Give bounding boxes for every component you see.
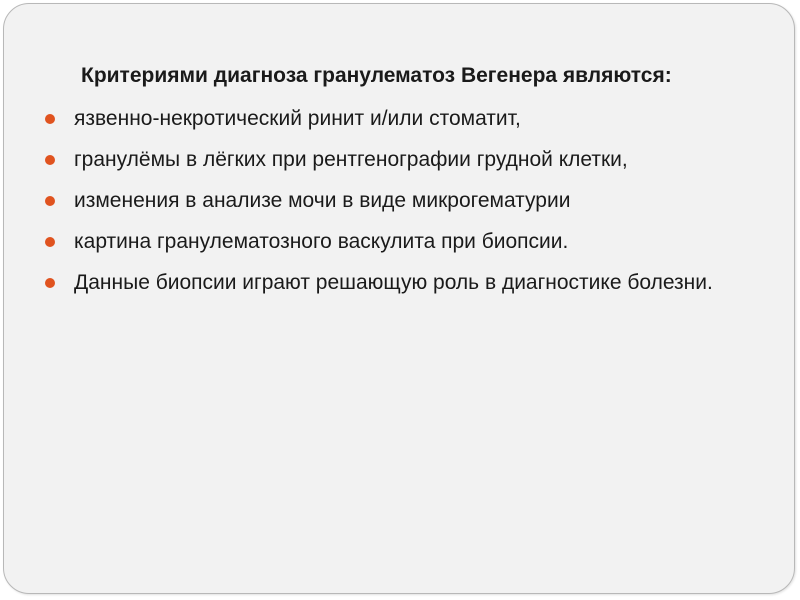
bullet-list [45,103,745,298]
list-item [45,103,714,134]
bullet-dot-icon [45,278,55,288]
list-item [45,185,714,216]
bullet-text: изменения в анализе мочи в виде микрогематурии [74,189,571,212]
bullet-dot-icon [45,237,55,247]
bullet-text: гранулёмы в лёгких при рентгенографии грудной клетки, [74,148,628,171]
bullet-text: язвенно-некротический ринит и/или стоматит, [74,107,521,130]
slide-heading: Критериями диагноза гранулематоз Вегенера являются: [81,64,672,87]
list-item [45,267,714,298]
bullet-text: картина гранулематозного васкулита при биопсии. [74,230,569,253]
bullet-text: Данные биопсии играют решающую роль в диагностике болезни. [74,271,713,294]
bullet-dot-icon [45,196,55,206]
slide-content [45,60,745,308]
slide-frame [3,3,795,594]
bullet-dot-icon [45,155,55,165]
list-item [45,226,714,257]
list-item [45,144,714,175]
bullet-dot-icon [45,114,55,124]
